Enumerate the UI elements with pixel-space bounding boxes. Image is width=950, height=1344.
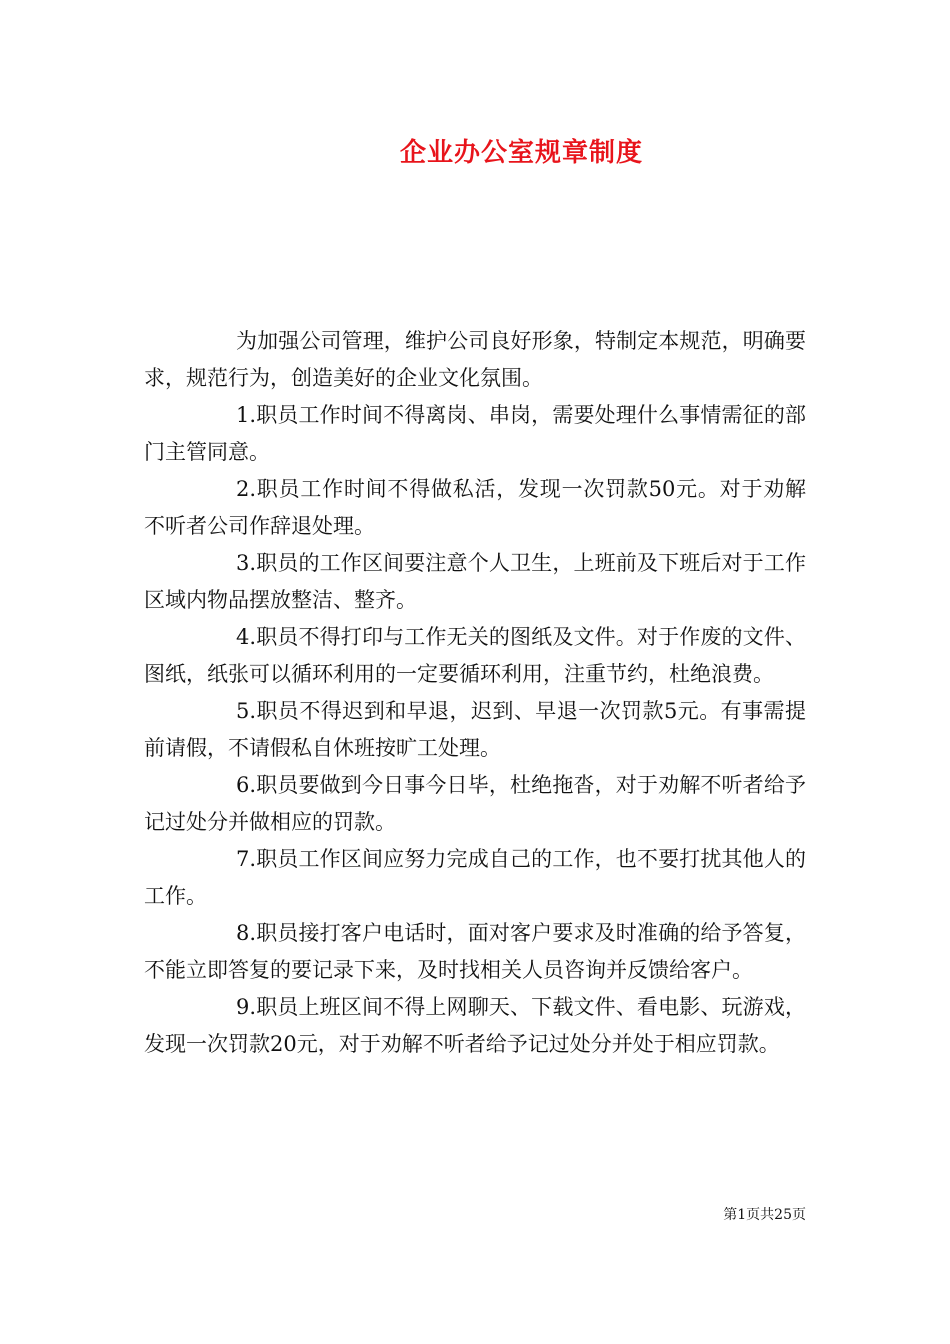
rule-paragraph-7: 7.职员工作区间应努力完成自己的工作，也不要打扰其他人的工作。 — [144, 847, 806, 908]
rule-paragraph-6: 6.职员要做到今日事今日毕，杜绝拖沓，对于劝解不听者给予记过处分并做相应的罚款。 — [144, 773, 806, 834]
rule-paragraph-5: 5.职员不得迟到和早退，迟到、早退一次罚款5元。有事需提前请假，不请假私自休班按旷工处理。 — [144, 699, 806, 760]
page-number-footer: 第1页共25页 — [723, 1207, 806, 1223]
rule-paragraph-9: 9.职员上班区间不得上网聊天、下载文件、看电影、玩游戏，发现一次罚款20元，对于劝解不听者给予记过处分并处于相应罚款。 — [144, 995, 806, 1056]
rule-paragraph-8: 8.职员接打客户电话时，面对客户要求及时准确的给予答复，不能立即答复的要记录下来，及时找相关人员咨询并反馈给客户。 — [144, 921, 806, 982]
rule-paragraph-1: 1.职员工作时间不得离岗、串岗，需要处理什么事情需征的部门主管同意。 — [144, 403, 806, 464]
document-title: 企业办公室规章制度 — [400, 138, 644, 168]
intro-paragraph: 为加强公司管理，维护公司良好形象，特制定本规范，明确要求，规范行为，创造美好的企业文化氛围。 — [144, 329, 806, 390]
rule-paragraph-4: 4.职员不得打印与工作无关的图纸及文件。对于作废的文件、图纸，纸张可以循环利用的一定要循环利用，注重节约，杜绝浪费。 — [144, 625, 806, 686]
document-body — [144, 323, 806, 1063]
rule-paragraph-2: 2.职员工作时间不得做私活，发现一次罚款50元。对于劝解不听者公司作辞退处理。 — [144, 477, 806, 538]
rule-paragraph-3: 3.职员的工作区间要注意个人卫生，上班前及下班后对于工作区域内物品摆放整洁、整齐。 — [144, 551, 806, 612]
